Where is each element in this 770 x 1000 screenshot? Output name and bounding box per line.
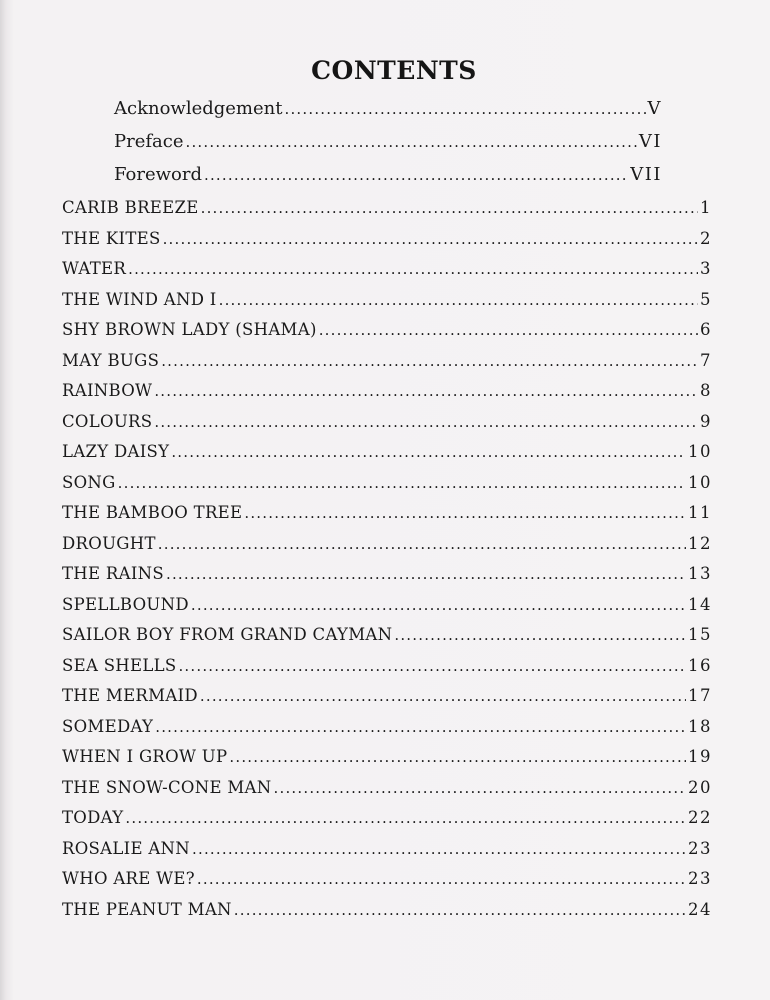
dot-leader (219, 291, 698, 309)
toc-entry-title: COLOURS (62, 411, 153, 431)
toc-entry (62, 503, 712, 531)
toc-entry-page: 7 (700, 350, 712, 370)
dot-leader (204, 166, 628, 184)
toc-entry-page: 10 (688, 442, 712, 461)
toc-entry (62, 595, 712, 623)
toc-entry-page: 13 (688, 564, 712, 583)
toc-entry-page: 20 (688, 777, 712, 797)
toc-entry-title: SONG (62, 472, 116, 492)
toc-entry-page: 19 (688, 747, 712, 766)
toc-entry (62, 717, 712, 745)
toc-entry (62, 656, 712, 684)
dot-leader (229, 748, 686, 766)
dot-leader (154, 413, 698, 431)
toc-entry (62, 320, 712, 348)
toc-entry-title: SAILOR BOY FROM GRAND CAYMAN (62, 625, 393, 644)
toc-entry-page: 10 (688, 472, 712, 492)
toc-entry (62, 351, 712, 379)
toc-entry-page: 24 (688, 899, 712, 919)
toc-entry-title: LAZY DAISY (62, 442, 170, 461)
toc-entry-title: WHO ARE WE? (62, 869, 195, 888)
dot-leader (166, 565, 686, 583)
toc-entry-page: VII (630, 164, 662, 185)
toc-entry (62, 442, 712, 470)
toc-entry-acknowledgement (114, 98, 662, 126)
toc-entry-page: 6 (700, 320, 712, 339)
toc-entry-page: 9 (700, 411, 712, 431)
toc-entry (62, 839, 712, 867)
toc-entry-title: THE PEANUT MAN (62, 899, 232, 919)
toc-entry-page: 23 (688, 838, 712, 858)
toc-entry-page: 14 (688, 594, 712, 614)
toc-entry (62, 534, 712, 562)
toc-entry-title: THE WIND AND I (62, 289, 217, 309)
dot-leader (161, 352, 698, 370)
toc-entry (62, 625, 712, 653)
toc-entry-page: 18 (688, 716, 712, 736)
dot-leader (234, 901, 686, 919)
toc-entry-page: 5 (700, 289, 712, 309)
toc-entry-title: SEA SHELLS (62, 655, 177, 675)
toc-entry-foreword (114, 164, 662, 192)
toc-entry-page: 11 (688, 503, 712, 522)
toc-entry (62, 473, 712, 501)
dot-leader (186, 133, 637, 151)
toc-entry (62, 412, 712, 440)
dot-leader (274, 779, 686, 797)
dot-leader (154, 382, 698, 400)
toc-entry-title: THE SNOW-CONE MAN (62, 777, 272, 797)
toc-entry-page: 12 (688, 533, 712, 553)
dot-leader (128, 260, 698, 278)
toc-entry-title: SOMEDAY (62, 716, 154, 736)
toc-entry-page: 8 (700, 381, 712, 400)
toc-entry-title: THE MERMAID (62, 686, 198, 705)
toc-entry-page: 22 (688, 808, 712, 827)
toc-entry (62, 900, 712, 928)
toc-entry-title: WHEN I GROW UP (62, 747, 228, 766)
dot-leader (118, 474, 686, 492)
toc-entry-title: CARIB BREEZE (62, 198, 199, 217)
dot-leader (163, 230, 698, 248)
toc-entry-preface (114, 131, 662, 159)
dot-leader (192, 840, 686, 858)
toc-entry-page: 2 (700, 228, 712, 248)
toc-entry (62, 869, 712, 897)
dot-leader (125, 809, 686, 827)
toc-entry-title: RAINBOW (62, 381, 153, 400)
toc-entry-title: SHY BROWN LADY (SHAMA) (62, 320, 317, 339)
dot-leader (171, 443, 686, 461)
toc-entry-title: SPELLBOUND (62, 594, 189, 614)
toc-entry (62, 808, 712, 836)
dot-leader (201, 199, 698, 217)
toc-entry (62, 198, 712, 226)
toc-entry-page: 15 (688, 625, 712, 644)
toc-entry-title: WATER (62, 259, 127, 278)
toc-entry (62, 259, 712, 287)
dot-leader (319, 321, 698, 339)
dot-leader (155, 718, 686, 736)
toc-entry-title: DROUGHT (62, 533, 156, 553)
toc-entry-page: 17 (688, 686, 712, 705)
toc-entry-page: 23 (688, 869, 712, 888)
page-title: CONTENTS (311, 56, 477, 85)
toc-entry (62, 290, 712, 318)
toc-entry-page: 3 (700, 259, 712, 278)
dot-leader (191, 596, 686, 614)
dot-leader (244, 504, 686, 522)
toc-entry-title: THE RAINS (62, 564, 164, 583)
toc-entry-title: Acknowledgement (114, 98, 283, 119)
toc-entry-title: ROSALIE ANN (62, 838, 191, 858)
toc-entry-title: THE BAMBOO TREE (62, 503, 243, 522)
toc-entry-title: THE KITES (62, 228, 161, 248)
toc-entry-title: Preface (114, 131, 184, 152)
dot-leader (284, 100, 645, 118)
dot-leader (197, 870, 686, 888)
toc-entry-title: TODAY (62, 808, 124, 827)
toc-entry-page: 1 (700, 198, 712, 217)
toc-entry-page: VI (638, 131, 662, 152)
toc-entry (62, 778, 712, 806)
toc-entry (62, 229, 712, 257)
dot-leader (178, 657, 686, 675)
toc-entry-title: Foreword (114, 164, 202, 185)
toc-entry (62, 747, 712, 775)
dot-leader (394, 626, 686, 644)
toc-entry (62, 381, 712, 409)
dot-leader (200, 687, 686, 705)
toc-entry-page: 16 (688, 655, 712, 675)
toc-entry-title: MAY BUGS (62, 350, 160, 370)
toc-entry (62, 686, 712, 714)
toc-entry-page: V (647, 98, 662, 119)
toc-entry (62, 564, 712, 592)
dot-leader (158, 535, 686, 553)
